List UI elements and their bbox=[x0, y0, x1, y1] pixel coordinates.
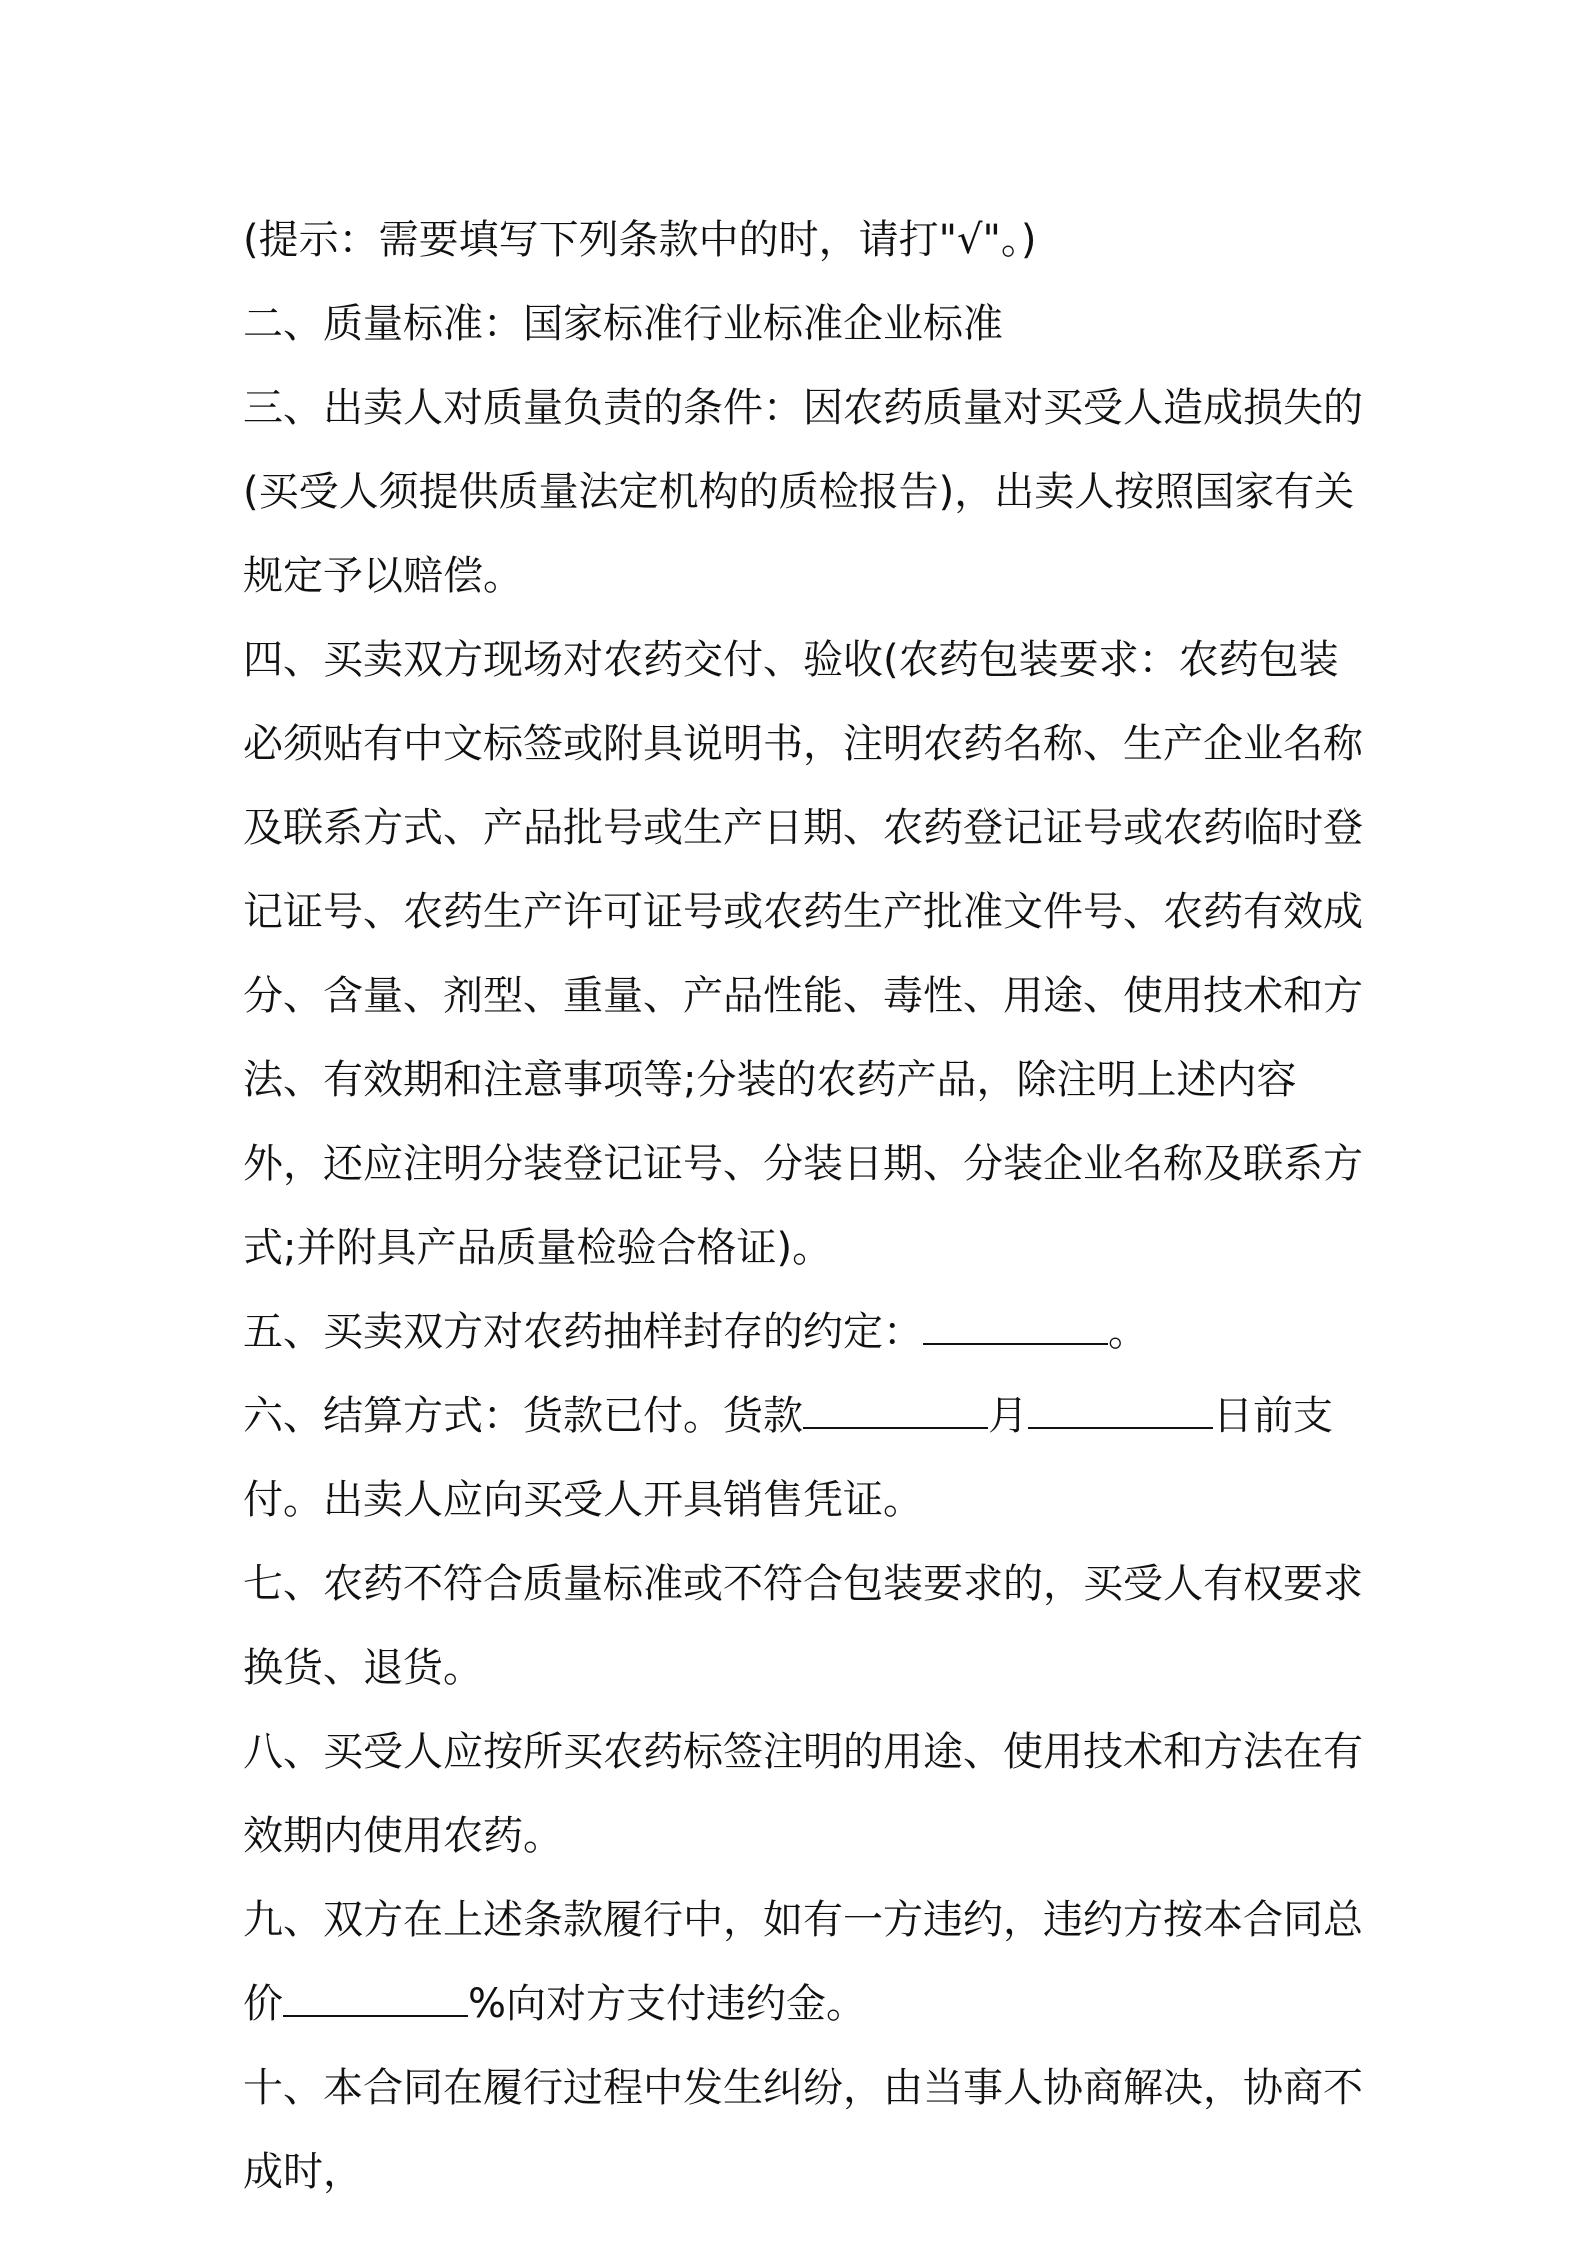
sampling-blank bbox=[923, 1313, 1108, 1345]
clause-sampling-text: 五、买卖双方对农药抽样封存的约定： bbox=[243, 1309, 923, 1355]
document-body bbox=[243, 198, 1363, 2214]
clause-breach-text: 九、双方在上述条款履行中，如有一方违约，违约方按本合同总价 bbox=[243, 1897, 1363, 2027]
clause-sampling bbox=[243, 1290, 1363, 1374]
clause-breach-end: %向对方支付违约金。 bbox=[468, 1981, 867, 2027]
penalty-percent-blank bbox=[283, 1985, 468, 2017]
clause-return: 七、农药不符合质量标准或不符合包装要求的，买受人有权要求换货、退货。 bbox=[243, 1561, 1363, 1691]
clause-breach bbox=[243, 1878, 1363, 2046]
clause-dispute: 十、本合同在履行过程中发生纠纷，由当事人协商解决，协商不成时， bbox=[243, 2065, 1363, 2195]
clause-settlement-text: 六、结算方式：货款已付。货款 bbox=[243, 1393, 803, 1439]
hint-paragraph: (提示：需要填写下列条款中的时，请打"√"。) bbox=[243, 217, 1037, 263]
month-label: 月 bbox=[988, 1393, 1028, 1439]
payment-day-blank bbox=[1028, 1397, 1213, 1429]
clause-settlement-end: 日前支付。出卖人应向买受人开具销售凭证。 bbox=[243, 1393, 1333, 1523]
clause-usage: 八、买受人应按所买农药标签注明的用途、使用技术和方法在有效期内使用农药。 bbox=[243, 1729, 1363, 1859]
clause-settlement bbox=[243, 1374, 1363, 1542]
payment-amount-blank bbox=[803, 1397, 988, 1429]
clause-quality-responsibility: 三、出卖人对质量负责的条件：因农药质量对买受人造成损失的(买受人须提供质量法定机构的质检报告)，出卖人按照国家有关规定予以赔偿。 bbox=[243, 385, 1363, 599]
clause-sampling-end: 。 bbox=[1108, 1309, 1148, 1355]
clause-delivery-acceptance: 四、买卖双方现场对农药交付、验收(农药包装要求：农药包装必须贴有中文标签或附具说明书，注明农药名称、生产企业名称及联系方式、产品批号或生产日期、农药登记证号或农药临时登记证号、农药生产许可证号或农药生产批准文件号、农药有效成分、含量、剂型、重量、产品性能、毒性、用途、使用技术和方法、有效期和注意事项等;分装的农药产品，除注明上述内容外，还应注明分装登记证号、分装日期、分装企业名称及联系方式;并附具产品质量检验合格证)。 bbox=[243, 637, 1363, 1271]
clause-quality-standard: 二、质量标准：国家标准行业标准企业标准 bbox=[243, 301, 1003, 347]
